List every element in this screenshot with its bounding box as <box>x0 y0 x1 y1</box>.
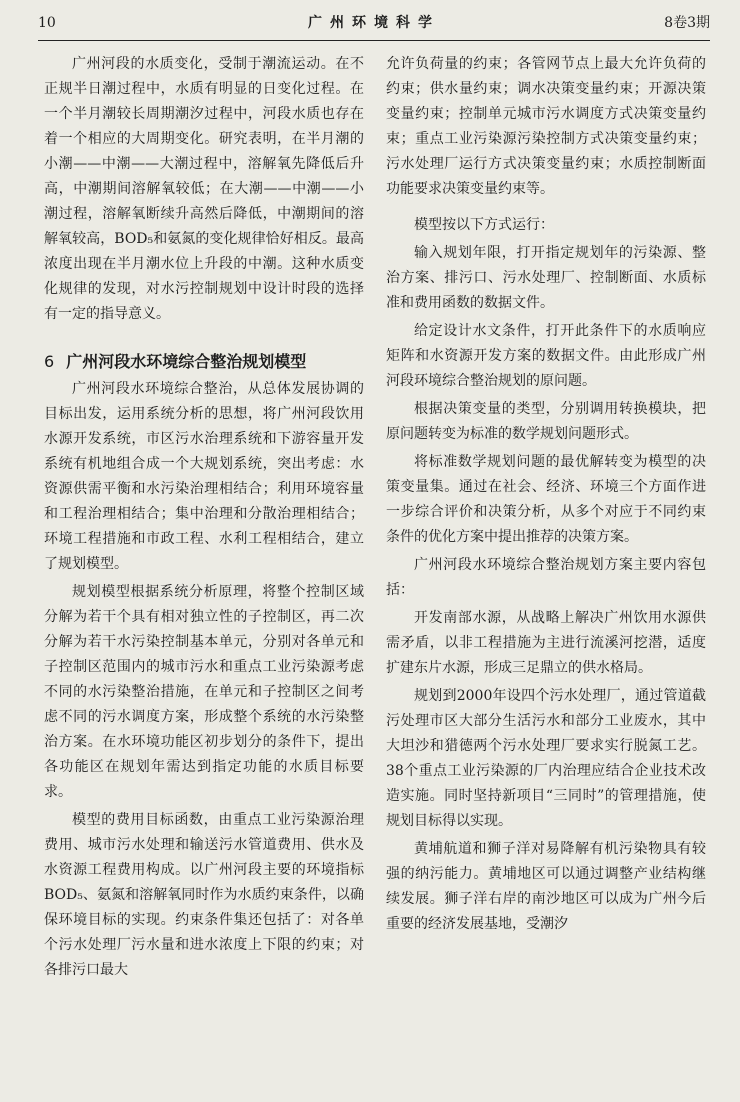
paragraph: 根据决策变量的类型，分别调用转换模块，把原问题转变为标准的数学规划问题形式。 <box>386 401 706 442</box>
paragraph: 规划模型根据系统分析原理，将整个控制区域分解为若干个具有相对独立性的子控制区，再二次分解为若干水污染控制基本单元，分别对各单元和子控制区范围内的城市污水和重点工业污染源考虑不同的水污染整治措施，在单元和子控制区之间考虑不同的污水调度方案，形成整个系统的水污染整治方案。在水环境功能区初步划分的条件下，提出各功能区在规划年需达到指定功能的水质目标要求。 <box>44 584 364 800</box>
section-title: 广州河段水环境综合整治规划模型 <box>66 352 307 371</box>
paragraph: 允许负荷量的约束；各管网节点上最大允许负荷的约束；供水量约束；调水决策变量约束；开源决策变量约束；控制单元城市污水调度方式决策变量约束；重点工业污染源污染控制方式决策变量约束；污水处理厂运行方式决策变量约束；水质控制断面功能要求决策变量约束等。 <box>386 56 706 197</box>
right-column <box>386 52 706 940</box>
page-number: 10 <box>38 15 56 31</box>
section-heading <box>44 349 364 375</box>
paragraph: 模型按以下方式运行： <box>414 217 554 233</box>
paragraph: 规划到2000年设四个污水处理厂，通过管道截污处理市区大部分生活污水和部分工业废水，其中大坦沙和猎德两个污水处理厂要求实行脱氮工艺。38个重点工业污染源的厂内治理应结合企业技术改造实施。同时坚持新项目“三同时”的管理措施，使规划目标得以实现。 <box>386 688 706 829</box>
header-rule <box>38 40 710 41</box>
paragraph: 输入规划年限，打开指定规划年的污染源、整治方案、排污口、污水处理厂、控制断面、水质标准和费用函数的数据文件。 <box>386 245 706 311</box>
paragraph: 广州河段的水质变化，受制于潮流运动。在不正规半日潮过程中，水质有明显的日变化过程。在一个半月潮较长周期潮汐过程中，河段水质也存在着一个相应的大周期变化。研究表明，在半月潮的小潮——中潮——大潮过程中，溶解氧先降低后升高，中潮期间溶解氧较低；在大潮——中潮——小潮过程，溶解氧断续升高然后降低，中潮期间的溶解氧较高，BOD₅和氨氮的变化规律恰好相反。最高浓度出现在半月潮水位上升段的中潮。这种水质变化规律的发现，对水污控制规划中设计时段的选择有一定的指导意义。 <box>44 56 364 322</box>
issue-label: 8卷3期 <box>664 15 710 31</box>
paragraph: 广州河段水环境综合整治，从总体发展协调的目标出发，运用系统分析的思想，将广州河段饮用水源开发系统，市区污水治理系统和下游容量开发系统有机地组合成一个大规划系统，突出考虑：水资源供需平衡和水污染治理相结合；利用环境容量和工程治理相结合；集中治理和分散治理相结合；环境工程措施和市政工程、水利工程相结合，建立了规划模型。 <box>44 381 364 572</box>
paragraph: 模型的费用目标函数，由重点工业污染源治理费用、城市污水处理和输送污水管道费用、供水及水资源工程费用构成。以广州河段主要的环境指标BOD₅、氨氮和溶解氧同时作为水质约束条件，以确保环境目标的实现。约束条件集还包括了：对各单个污水处理厂污水量和进水浓度上下限的约束；对各排污口最大 <box>44 812 364 978</box>
section-number: 6 <box>44 352 55 371</box>
paragraph: 广州河段水环境综合整治规划方案主要内容包括： <box>386 557 706 598</box>
paragraph: 开发南部水源，从战略上解决广州饮用水源供需矛盾，以非工程措施为主进行流溪河挖潜，适度扩建东片水源，形成三足鼎立的供水格局。 <box>386 610 706 676</box>
page-header <box>38 10 710 36</box>
journal-title: 广州环境科学 <box>308 15 440 31</box>
paragraph: 将标准数学规划问题的最优解转变为模型的决策变量集。通过在社会、经济、环境三个方面作进一步综合评价和决策分析，从多个对应于不同约束条件的优化方案中提出推荐的决策方案。 <box>386 454 706 545</box>
paragraph: 黄埔航道和狮子洋对易降解有机污染物具有较强的纳污能力。黄埔地区可以通过调整产业结构继续发展。狮子洋右岸的南沙地区可以成为广州今后重要的经济发展基地，受潮汐 <box>386 841 706 932</box>
left-column <box>44 52 364 986</box>
paragraph: 给定设计水文条件，打开此条件下的水质响应矩阵和水资源开发方案的数据文件。由此形成广州河段环境综合整治规划的原问题。 <box>386 323 706 389</box>
